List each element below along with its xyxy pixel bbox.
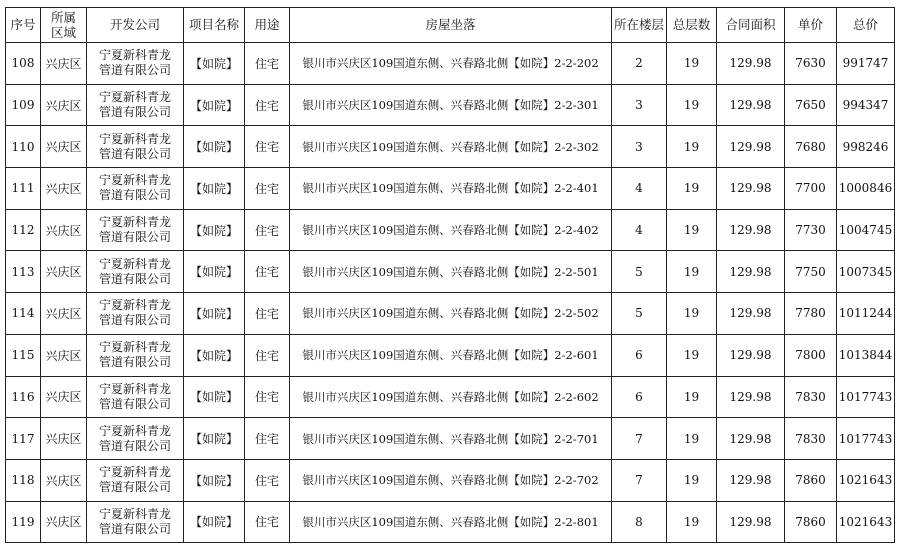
cell-floor: 4	[612, 168, 667, 210]
cell-total-price: 1017743	[837, 418, 895, 460]
cell-total-floors: 19	[667, 418, 717, 460]
cell-floor: 3	[612, 84, 667, 126]
header-project: 项目名称	[184, 8, 245, 43]
cell-area: 129.98	[717, 126, 785, 168]
cell-district: 兴庆区	[41, 418, 87, 460]
cell-total-price: 1017743	[837, 376, 895, 418]
cell-district: 兴庆区	[41, 209, 87, 251]
table-row	[6, 501, 895, 543]
cell-developer: 宁夏新科青龙管道有限公司	[87, 418, 184, 460]
cell-address: 银川市兴庆区109国道东侧、兴春路北侧【如院】2-2-401	[290, 168, 612, 210]
cell-developer: 宁夏新科青龙管道有限公司	[87, 126, 184, 168]
cell-district: 兴庆区	[41, 293, 87, 335]
cell-total-price: 1021643	[837, 459, 895, 501]
cell-index: 116	[6, 376, 41, 418]
table-row	[6, 168, 895, 210]
cell-total-price: 991747	[837, 43, 895, 85]
cell-project: 【如院】	[184, 501, 245, 543]
cell-address: 银川市兴庆区109国道东侧、兴春路北侧【如院】2-2-501	[290, 251, 612, 293]
cell-total-floors: 19	[667, 459, 717, 501]
cell-district: 兴庆区	[41, 168, 87, 210]
table-row	[6, 251, 895, 293]
table-row	[6, 43, 895, 85]
header-address: 房屋坐落	[290, 8, 612, 43]
table-header-row	[6, 8, 895, 43]
table-row	[6, 459, 895, 501]
cell-total-floors: 19	[667, 43, 717, 85]
cell-usage: 住宅	[245, 501, 290, 543]
cell-unit-price: 7730	[785, 209, 837, 251]
cell-floor: 6	[612, 376, 667, 418]
cell-district: 兴庆区	[41, 84, 87, 126]
cell-address: 银川市兴庆区109国道东侧、兴春路北侧【如院】2-2-202	[290, 43, 612, 85]
cell-usage: 住宅	[245, 418, 290, 460]
cell-developer: 宁夏新科青龙管道有限公司	[87, 168, 184, 210]
cell-area: 129.98	[717, 209, 785, 251]
table-row	[6, 209, 895, 251]
header-developer: 开发公司	[87, 8, 184, 43]
cell-floor: 5	[612, 251, 667, 293]
cell-index: 119	[6, 501, 41, 543]
table-row	[6, 84, 895, 126]
header-total-floors: 总层数	[667, 8, 717, 43]
cell-address: 银川市兴庆区109国道东侧、兴春路北侧【如院】2-2-701	[290, 418, 612, 460]
cell-floor: 7	[612, 418, 667, 460]
cell-project: 【如院】	[184, 209, 245, 251]
cell-index: 108	[6, 43, 41, 85]
cell-floor: 8	[612, 501, 667, 543]
cell-developer: 宁夏新科青龙管道有限公司	[87, 501, 184, 543]
cell-index: 110	[6, 126, 41, 168]
cell-total-floors: 19	[667, 293, 717, 335]
cell-usage: 住宅	[245, 251, 290, 293]
cell-address: 银川市兴庆区109国道东侧、兴春路北侧【如院】2-2-502	[290, 293, 612, 335]
cell-project: 【如院】	[184, 418, 245, 460]
cell-developer: 宁夏新科青龙管道有限公司	[87, 84, 184, 126]
cell-developer: 宁夏新科青龙管道有限公司	[87, 43, 184, 85]
cell-unit-price: 7700	[785, 168, 837, 210]
cell-developer: 宁夏新科青龙管道有限公司	[87, 334, 184, 376]
cell-district: 兴庆区	[41, 251, 87, 293]
cell-district: 兴庆区	[41, 126, 87, 168]
cell-area: 129.98	[717, 293, 785, 335]
cell-address: 银川市兴庆区109国道东侧、兴春路北侧【如院】2-2-801	[290, 501, 612, 543]
table-body	[6, 43, 895, 543]
cell-total-floors: 19	[667, 84, 717, 126]
cell-developer: 宁夏新科青龙管道有限公司	[87, 459, 184, 501]
cell-area: 129.98	[717, 168, 785, 210]
cell-district: 兴庆区	[41, 334, 87, 376]
cell-total-price: 1007345	[837, 251, 895, 293]
cell-area: 129.98	[717, 459, 785, 501]
cell-project: 【如院】	[184, 251, 245, 293]
cell-index: 109	[6, 84, 41, 126]
housing-price-table	[5, 7, 895, 543]
cell-index: 115	[6, 334, 41, 376]
cell-floor: 3	[612, 126, 667, 168]
cell-total-floors: 19	[667, 126, 717, 168]
cell-address: 银川市兴庆区109国道东侧、兴春路北侧【如院】2-2-301	[290, 84, 612, 126]
cell-usage: 住宅	[245, 334, 290, 376]
table-row	[6, 418, 895, 460]
cell-project: 【如院】	[184, 84, 245, 126]
cell-unit-price: 7860	[785, 501, 837, 543]
cell-index: 113	[6, 251, 41, 293]
cell-area: 129.98	[717, 334, 785, 376]
cell-usage: 住宅	[245, 126, 290, 168]
cell-area: 129.98	[717, 43, 785, 85]
cell-total-price: 998246	[837, 126, 895, 168]
table-row	[6, 376, 895, 418]
cell-address: 银川市兴庆区109国道东侧、兴春路北侧【如院】2-2-302	[290, 126, 612, 168]
cell-address: 银川市兴庆区109国道东侧、兴春路北侧【如院】2-2-601	[290, 334, 612, 376]
cell-area: 129.98	[717, 501, 785, 543]
header-unit-price: 单价	[785, 8, 837, 43]
cell-floor: 2	[612, 43, 667, 85]
cell-project: 【如院】	[184, 293, 245, 335]
header-floor: 所在楼层	[612, 8, 667, 43]
cell-unit-price: 7630	[785, 43, 837, 85]
cell-usage: 住宅	[245, 168, 290, 210]
cell-district: 兴庆区	[41, 43, 87, 85]
cell-developer: 宁夏新科青龙管道有限公司	[87, 293, 184, 335]
cell-usage: 住宅	[245, 293, 290, 335]
cell-total-price: 1004745	[837, 209, 895, 251]
cell-unit-price: 7680	[785, 126, 837, 168]
cell-usage: 住宅	[245, 209, 290, 251]
cell-index: 118	[6, 459, 41, 501]
cell-district: 兴庆区	[41, 501, 87, 543]
cell-developer: 宁夏新科青龙管道有限公司	[87, 376, 184, 418]
cell-area: 129.98	[717, 418, 785, 460]
cell-floor: 5	[612, 293, 667, 335]
cell-area: 129.98	[717, 376, 785, 418]
header-district: 所属区域	[41, 8, 87, 43]
header-total-price: 总价	[837, 8, 895, 43]
cell-project: 【如院】	[184, 334, 245, 376]
table-row	[6, 126, 895, 168]
cell-total-price: 1011244	[837, 293, 895, 335]
cell-unit-price: 7830	[785, 376, 837, 418]
header-usage: 用途	[245, 8, 290, 43]
cell-index: 114	[6, 293, 41, 335]
cell-total-price: 1013844	[837, 334, 895, 376]
cell-developer: 宁夏新科青龙管道有限公司	[87, 251, 184, 293]
cell-district: 兴庆区	[41, 376, 87, 418]
cell-unit-price: 7650	[785, 84, 837, 126]
cell-project: 【如院】	[184, 168, 245, 210]
cell-unit-price: 7750	[785, 251, 837, 293]
cell-unit-price: 7800	[785, 334, 837, 376]
cell-total-floors: 19	[667, 168, 717, 210]
cell-developer: 宁夏新科青龙管道有限公司	[87, 209, 184, 251]
cell-total-floors: 19	[667, 501, 717, 543]
cell-usage: 住宅	[245, 459, 290, 501]
cell-index: 117	[6, 418, 41, 460]
cell-project: 【如院】	[184, 459, 245, 501]
cell-usage: 住宅	[245, 376, 290, 418]
table-row	[6, 334, 895, 376]
cell-total-price: 994347	[837, 84, 895, 126]
cell-address: 银川市兴庆区109国道东侧、兴春路北侧【如院】2-2-402	[290, 209, 612, 251]
cell-usage: 住宅	[245, 43, 290, 85]
cell-unit-price: 7830	[785, 418, 837, 460]
cell-floor: 7	[612, 459, 667, 501]
cell-usage: 住宅	[245, 84, 290, 126]
cell-project: 【如院】	[184, 43, 245, 85]
header-index: 序号	[6, 8, 41, 43]
header-area: 合同面积	[717, 8, 785, 43]
cell-project: 【如院】	[184, 376, 245, 418]
cell-total-price: 1021643	[837, 501, 895, 543]
cell-district: 兴庆区	[41, 459, 87, 501]
cell-area: 129.98	[717, 84, 785, 126]
cell-index: 111	[6, 168, 41, 210]
cell-total-floors: 19	[667, 251, 717, 293]
cell-address: 银川市兴庆区109国道东侧、兴春路北侧【如院】2-2-702	[290, 459, 612, 501]
cell-total-price: 1000846	[837, 168, 895, 210]
cell-total-floors: 19	[667, 376, 717, 418]
cell-area: 129.98	[717, 251, 785, 293]
cell-floor: 6	[612, 334, 667, 376]
cell-unit-price: 7860	[785, 459, 837, 501]
cell-project: 【如院】	[184, 126, 245, 168]
cell-unit-price: 7780	[785, 293, 837, 335]
cell-index: 112	[6, 209, 41, 251]
cell-total-floors: 19	[667, 334, 717, 376]
table-row	[6, 293, 895, 335]
cell-address: 银川市兴庆区109国道东侧、兴春路北侧【如院】2-2-602	[290, 376, 612, 418]
cell-floor: 4	[612, 209, 667, 251]
cell-total-floors: 19	[667, 209, 717, 251]
